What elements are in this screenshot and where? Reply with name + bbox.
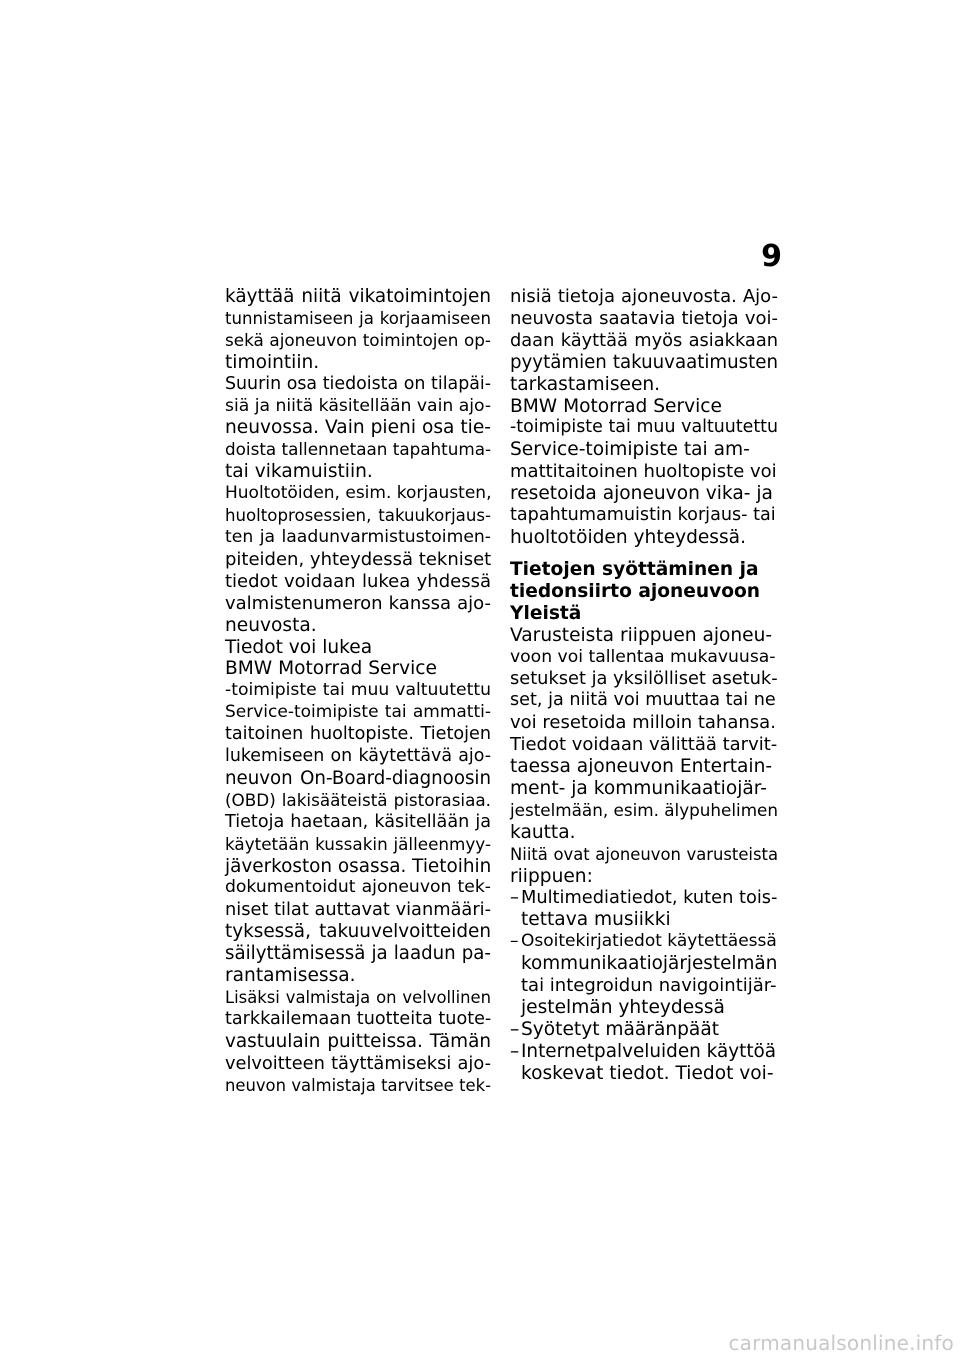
text-line: tunnistamiseen ja korjaamiseen	[225, 308, 491, 328]
text-line: Varusteista riippuen ajoneu-	[510, 624, 773, 646]
text-line: voon voi tallentaa mukavuusa-	[510, 646, 776, 667]
text-line: tiedot voidaan lukea yhdessä	[225, 570, 491, 592]
page-number: 9	[761, 239, 782, 274]
text-line: rantamisessa.	[225, 965, 356, 987]
text-line: jestelmään, esim. älypuhelimen	[510, 799, 779, 820]
text-line: ment- ja kommunikaatiojär-	[510, 777, 767, 799]
text-line: säilyttämisessä ja laadun pa-	[225, 943, 491, 965]
text-line: tarkastamiseen.	[510, 373, 661, 395]
list-item	[510, 931, 778, 1019]
text-line: tarkkailemaan tuotteita tuote-	[225, 1008, 492, 1029]
text-line: Lisäksi valmistaja on velvollinen	[225, 988, 491, 1007]
text-line: setukset ja yksilölliset asetuk-	[510, 668, 778, 690]
text-line: taitoinen huoltopiste. Tietojen	[225, 724, 491, 745]
text-line: BMW Motorrad Service	[510, 395, 722, 417]
text-line: jäverkoston osassa. Tietoihin	[225, 855, 492, 877]
text-line: lukemiseen on käytettävä ajo-	[225, 746, 491, 767]
subheading: Yleistä	[510, 602, 582, 624]
text-line: riippuen:	[510, 865, 593, 887]
text-line: neuvosta saatavia tietoja voi-	[510, 307, 778, 329]
text-line: neuvon valmistaja tarvitsee tek-	[225, 1075, 491, 1095]
text-line: tapahtumamuistin korjaus- tai	[510, 505, 776, 526]
text-line: voi resetoida milloin tahansa.	[510, 712, 776, 734]
list-item-text: kommunikaatiojärjestelmän	[521, 953, 778, 975]
text-line: -toimipiste tai muu valtuutettu	[225, 680, 491, 701]
text-line: set, ja niitä voi muuttaa tai ne	[510, 690, 776, 711]
list-item-text: Osoitekirjatiedot käytettäessä	[521, 931, 777, 952]
text-line: Tietoja haetaan, käsitellään ja	[225, 811, 491, 832]
text-line: ten ja laadunvarmistustoimen-	[225, 526, 491, 547]
text-line: Suurin osa tiedoista on tilapäi-	[225, 373, 491, 394]
heading-line: Tietojen syöttäminen ja	[510, 558, 759, 580]
text-line: huoltoprosessien, takuukorjaus-	[225, 506, 491, 526]
text-line: Niitä ovat ajoneuvon varusteista	[510, 844, 778, 864]
text-line: Service-toimipiste tai am-	[510, 439, 750, 461]
dash-bullet: –	[510, 1018, 520, 1040]
text-line: Tiedot voi lukea	[225, 636, 373, 658]
list-item-text: jestelmän yhteydessä	[521, 997, 725, 1018]
text-line: neuvossa. Vain pieni osa tie-	[225, 417, 491, 439]
text-line: huoltotöiden yhteydessä.	[510, 526, 746, 548]
list-item-text: Syötetyt määränpäät	[521, 1018, 720, 1040]
text-line: Huoltotöiden, esim. korjausten,	[225, 483, 492, 504]
dash-bullet: –	[510, 887, 519, 909]
text-line: dokumentoidut ajoneuvon tek-	[225, 877, 491, 898]
list-item-text: Multimediatiedot, kuten tois-	[521, 887, 778, 909]
text-line: Service-toimipiste tai ammatti-	[225, 702, 491, 723]
text-line: niset tilat auttavat vianmääri-	[225, 899, 491, 921]
heading-line: tiedonsiirto ajoneuvoon	[510, 580, 760, 602]
list-item-text: Internetpalveluiden käyttöä	[521, 1040, 777, 1062]
text-line: kautta.	[510, 821, 576, 843]
dash-bullet: –	[510, 931, 519, 952]
list-item-text: tettava musiikki	[521, 909, 671, 931]
right-column	[510, 286, 778, 1085]
list-item	[510, 887, 778, 931]
text-line: daan käyttää myös asiakkaan	[510, 329, 778, 351]
text-line: Tiedot voidaan välittää tarvit-	[510, 734, 778, 756]
text-line: (OBD) lakisääteistä pistorasiaa.	[225, 789, 491, 810]
text-line: sekä ajoneuvon toimintojen op-	[225, 329, 491, 350]
text-line: pyytämien takuuvaatimusten	[510, 351, 778, 373]
text-line: neuvosta.	[225, 614, 317, 636]
text-line: tai vikamuistiin.	[225, 461, 373, 483]
left-column	[225, 286, 491, 1097]
text-line: siä ja niitä käsitellään vain ajo-	[225, 395, 492, 416]
list-item	[510, 1019, 778, 1041]
footer-watermark: carmanualsonline.info	[728, 1331, 954, 1355]
list-item	[510, 1041, 778, 1085]
text-line: piteiden, yhteydessä tekniset	[225, 548, 492, 570]
text-line: velvoitteen täyttämiseksi ajo-	[225, 1052, 491, 1074]
text-line: valmistenumeron kanssa ajo-	[225, 592, 491, 614]
text-line: resetoida ajoneuvon vika- ja	[510, 483, 773, 505]
text-line: BMW Motorrad Service	[225, 658, 437, 680]
bullet-list	[510, 887, 778, 1084]
section-heading	[510, 559, 778, 625]
list-item-text: koskevat tiedot. Tiedot voi-	[521, 1062, 774, 1084]
text-line: doista tallennetaan tapahtuma-	[225, 439, 492, 460]
text-line: nisiä tietoja ajoneuvosta. Ajo-	[510, 286, 778, 307]
text-line: -toimipiste tai muu valtuutettu	[510, 417, 778, 438]
text-line: neuvon On-Board-diagnoosin	[225, 767, 491, 789]
text-line: käyttää niitä vikatoimintojen	[225, 286, 491, 307]
text-line: timointiin.	[225, 351, 320, 373]
text-line: mattitaitoinen huoltopiste voi	[510, 461, 777, 483]
text-line: tyksessä, takuuvelvoitteiden	[225, 921, 491, 943]
dash-bullet: –	[510, 1040, 520, 1062]
list-item-text: tai integroidun navigointijär-	[521, 975, 777, 997]
text-line: taessa ajoneuvon Entertain-	[510, 756, 773, 778]
text-line: vastuulain puitteissa. Tämän	[225, 1030, 491, 1052]
text-line: käytetään kussakin jälleenmyy-	[225, 833, 491, 854]
